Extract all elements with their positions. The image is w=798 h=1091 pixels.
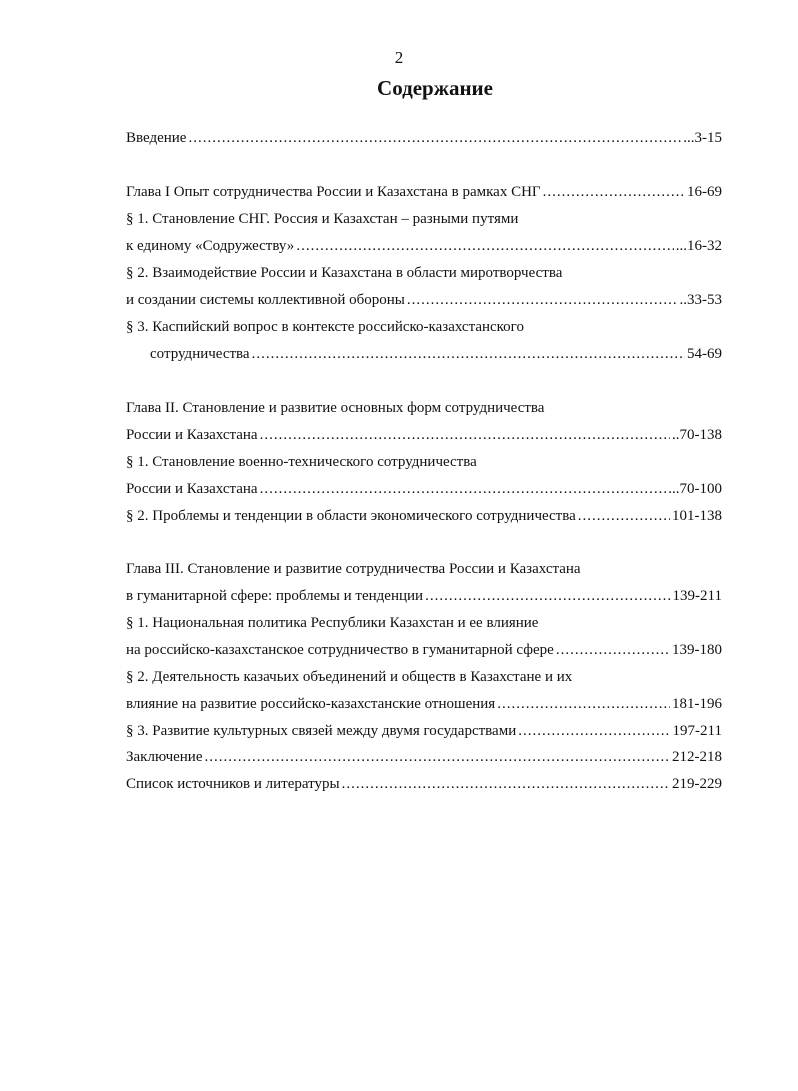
toc-entry-pages: ..70-138: [672, 427, 722, 443]
toc-entry-pages: 197-211: [672, 723, 722, 739]
toc-entry-ch1-s1-line1: § 1. Становление СНГ. Россия и Казахстан – разными путями: [126, 211, 519, 227]
toc-entry-ch2-line2: [126, 424, 722, 446]
toc-entry-text: § 3. Развитие культурных связей между двумя государствами: [126, 723, 517, 739]
toc-entry-ch2-line1: Глава II. Становление и развитие основных форм сотрудничества: [126, 400, 545, 416]
toc-entry-pages: 16-69: [687, 184, 722, 200]
toc-entry-text: Заключение: [126, 749, 203, 765]
toc-entry-text: влияние на развитие российско-казахстанские отношения: [126, 696, 496, 712]
toc-entry-text: на российско-казахстанское сотрудничество в гуманитарной сфере: [126, 642, 554, 658]
dot-leader: [425, 585, 670, 607]
dot-leader: [342, 773, 670, 795]
toc-entry-pages: 219-229: [672, 776, 722, 792]
toc-entry-ch3-line2: [126, 585, 722, 607]
dot-leader: [205, 746, 671, 768]
toc-entry-text: Список источников и литературы: [126, 776, 340, 792]
dot-leader: [543, 181, 685, 203]
toc-entry-ch3-s2-line1: § 2. Деятельность казачьих объединений и обществ в Казахстане и их: [126, 669, 573, 685]
toc-entry-pages: ...70-100: [668, 481, 722, 497]
toc-entry-ch3-s3: [126, 720, 722, 742]
toc-entry-text: в гуманитарной сфере: проблемы и тенденции: [126, 588, 424, 604]
toc-entry-pages: 139-211: [672, 588, 722, 604]
toc-entry-pages: ...16-32: [675, 238, 722, 254]
toc-entry-text: Глава I Опыт сотрудничества России и Казахстана в рамках СНГ: [126, 184, 541, 200]
dot-leader: [252, 343, 685, 365]
toc-entry-text: сотрудничества: [150, 346, 250, 362]
toc-entry-ch2-s1-line2: [126, 478, 722, 500]
toc-entry-text: § 2. Проблемы и тенденции в области экономического сотрудничества: [126, 508, 576, 524]
dot-leader: [188, 127, 681, 149]
toc-entry-ch1-s1-line2: [126, 235, 722, 257]
dot-leader: [260, 424, 670, 446]
toc-entry-intro: [126, 127, 722, 149]
dot-leader: [578, 505, 670, 527]
dot-leader: [518, 720, 670, 742]
toc-entry-ch1-s2-line1: § 2. Взаимодействие России и Казахстана в области миротворчества: [126, 265, 563, 281]
toc-entry-ch1-s3-line1: § 3. Каспийский вопрос в контексте российско-казахстанского: [126, 319, 524, 335]
toc-entry-text: к единому «Содружеству»: [126, 238, 295, 254]
toc-entry-text: Введение: [126, 130, 187, 146]
dot-leader: [296, 235, 673, 257]
page-title: Содержание: [377, 76, 493, 100]
dot-leader: [260, 478, 667, 500]
toc-entry-pages: ...3-15: [683, 130, 722, 146]
toc-entry-ch2-s2: [126, 505, 722, 527]
toc-entry-pages: 101-138: [672, 508, 722, 524]
toc-entry-sources: [126, 773, 722, 795]
toc-entry-ch2-s1-line1: § 1. Становление военно-технического сотрудничества: [126, 454, 477, 470]
toc-entry-ch3-s2-line2: [126, 693, 722, 715]
toc-entry-ch3-s1-line1: § 1. Национальная политика Республики Казахстан и ее влияние: [126, 615, 539, 631]
toc-entry-pages: ..33-53: [679, 292, 722, 308]
toc-entry-pages: 212-218: [672, 749, 722, 765]
dot-leader: [407, 289, 678, 311]
dot-leader: [556, 639, 670, 661]
toc-entry-chapter-1: [126, 181, 722, 203]
toc-entry-ch3-line1: Глава III. Становление и развитие сотрудничества России и Казахстана: [126, 561, 581, 577]
toc-entry-text: и создании системы коллективной обороны: [126, 292, 405, 308]
toc-entry-ch1-s3-line2: [150, 343, 722, 365]
toc-entry-text: России и Казахстана: [126, 481, 258, 497]
page-number: 2: [394, 48, 404, 67]
toc-entry-pages: 139-180: [672, 642, 722, 658]
toc-entry-pages: 181-196: [672, 696, 722, 712]
toc-entry-conclusion: [126, 746, 722, 768]
toc-entry-ch1-s2-line2: [126, 289, 722, 311]
toc-entry-pages: 54-69: [687, 346, 722, 362]
toc-entry-text: России и Казахстана: [126, 427, 258, 443]
toc-entry-ch3-s1-line2: [126, 639, 722, 661]
dot-leader: [497, 693, 670, 715]
